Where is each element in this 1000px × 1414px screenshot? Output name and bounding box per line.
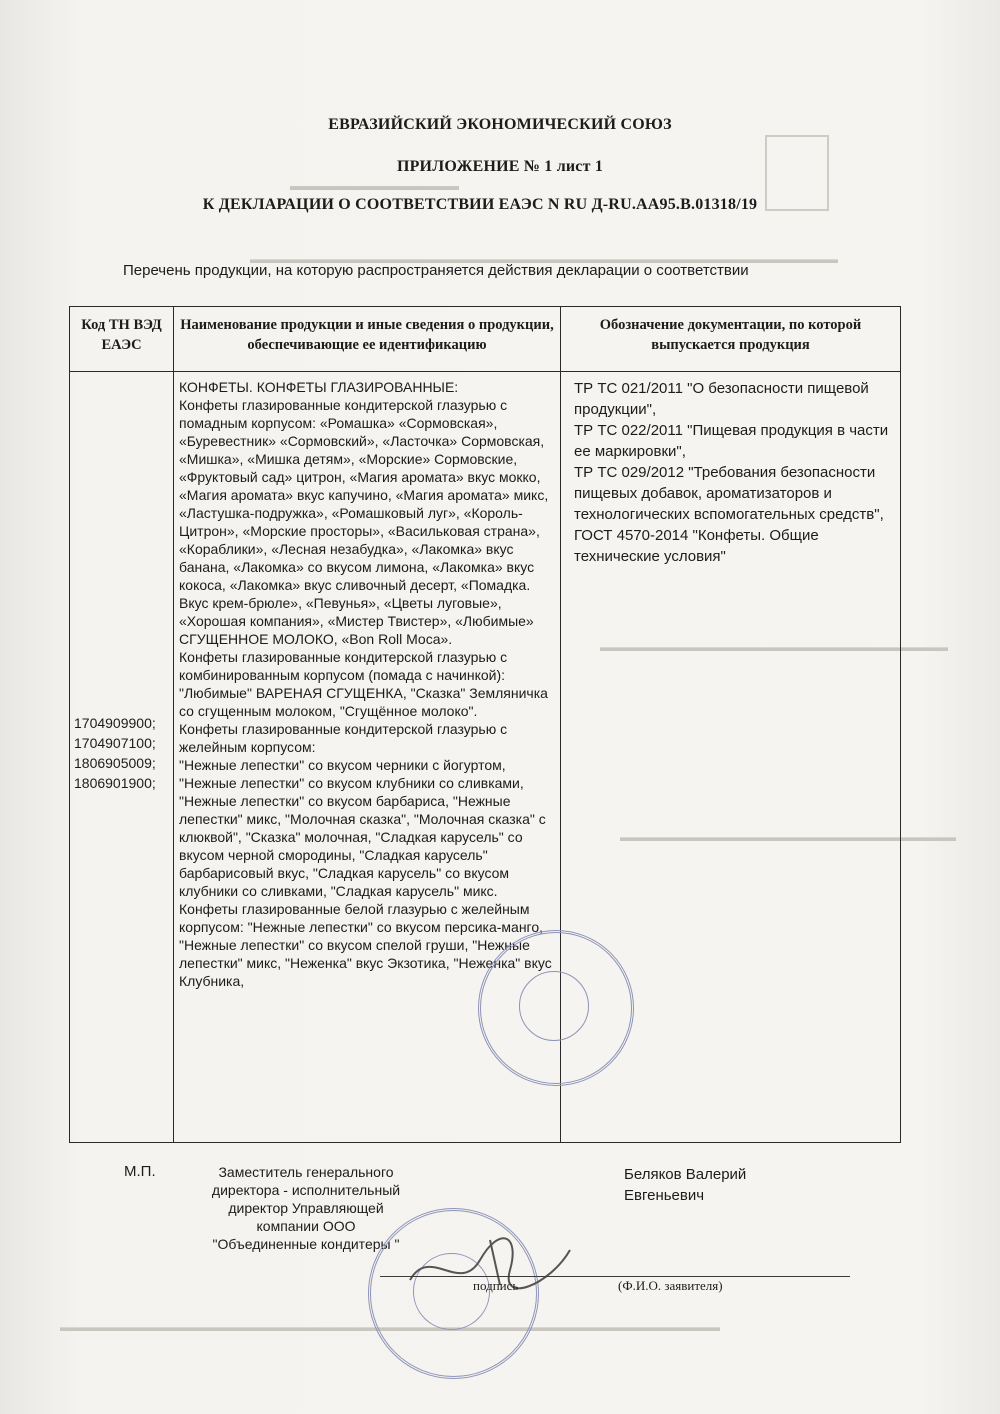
document-item: ТР ТС 022/2011 "Пищевая продукция в части ее маркировки", [574, 422, 889, 460]
document-item: ТР ТС 021/2011 "О безопасности пищевой продукции", [574, 380, 869, 418]
signature-caption: подпись [473, 1278, 519, 1293]
signer-position [196, 1163, 416, 1253]
union-title: ЕВРАЗИЙСКИЙ ЭКОНОМИЧЕСКИЙ СОЮЗ [328, 116, 672, 133]
header-code: Код ТН ВЭД ЕАЭС [70, 307, 174, 372]
description-paragraph: Конфеты глазированные белой глазурью с желейным корпусом: "Нежные лепестки" со вкусом персика-манго, "Нежные лепестки" со вкусом спелой груши, "Нежные лепестки" микс, "Неженка" вкус Экзотика, "Неженка" вкус Клубника, [179, 901, 552, 989]
document-item: ТР ТС 029/2012 "Требования безопасности пищевых добавок, ароматизаторов и технологических вспомогательных средств", [574, 464, 884, 523]
position-line: компании ООО [256, 1218, 356, 1234]
appendix-title: ПРИЛОЖЕНИЕ № 1 лист 1 [396, 158, 604, 175]
header-documents: Обозначение документации, по которой выпускается продукция [561, 307, 901, 372]
description-paragraph: Конфеты глазированные кондитерской глазурью с помадным корпусом: «Ромашка» «Сормовская», «Буревестник» «Сормовский», «Ласточка» Сормовская, «Мишка», «Мишка детям», «Морские» Сормовские, «Фруктовый сад» цитрон, «Магия аромата» вкус мокко, «Магия аромата» вкус капучино, «Магия аромата» микс, «Ластушка-подружка», «Ромашковый луг», «Король-Цитрон», «Морские просторы», «Васильковая страна», «Кораблики», «Лесная незабудка», «Лакомка» вкус банана, «Лакомка» со вкусом лимона, «Лакомка» вкус кокоса, «Лакомка» вкус сливочный десерт, «Помадка. Вкус крем-брюле», «Певунья», «Цветы луговые», «Хорошая компания», «Мистер Твистер», «Любимые» СГУЩЕННОЕ МОЛОКО, «Bon Roll Моса». [179, 397, 549, 647]
signature-line [380, 1276, 850, 1277]
bleed-through-text: ▬▬▬▬▬▬▬▬▬▬▬▬▬ [290, 178, 459, 193]
header-product: Наименование продукции и иные сведения о продукции, обеспечивающие ее идентификацию [174, 307, 561, 372]
name-caption: (Ф.И.О. заявителя) [618, 1278, 723, 1293]
table-header-row [70, 307, 901, 372]
code-item: 1806901900; [74, 775, 156, 791]
code-item: 1704907100; [74, 735, 156, 751]
declaration-title: К ДЕКЛАРАЦИИ О СООТВЕТСТВИИ ЕАЭС N RU Д-RU.АА95.В.01318/19 [202, 196, 758, 213]
intro-text: Перечень продукции, на которую распространяется действия декларации о соответствии [123, 262, 749, 279]
position-line: "Объединенные кондитеры " [212, 1236, 400, 1252]
position-line: директор Управляющей [228, 1200, 384, 1216]
position-line: директора - исполнительный [211, 1182, 401, 1198]
bleed-through-text: ▬▬▬▬▬▬▬▬▬▬▬▬▬▬▬▬▬▬▬▬▬▬▬▬▬▬▬▬ [620, 830, 956, 844]
description-paragraph: Конфеты глазированные кондитерской глазурью с желейным корпусом: [179, 721, 508, 755]
position-line: Заместитель генерального [218, 1164, 394, 1180]
bleed-through-text: ▬▬▬▬▬▬▬▬▬▬▬▬▬▬▬▬▬▬▬▬▬▬▬▬▬▬▬▬▬ [600, 640, 948, 654]
bleed-through-text: ▬▬▬▬▬▬▬▬▬▬▬▬▬▬▬▬▬▬▬▬▬▬▬▬▬▬▬▬▬▬▬▬▬▬▬▬▬▬▬▬▬▬▬▬▬▬▬▬▬ [250, 252, 838, 266]
code-item: 1806905009; [74, 755, 156, 771]
description-paragraph: "Нежные лепестки" со вкусом черники с йогуртом, "Нежные лепестки" со вкусом клубники со сливками, "Нежные лепестки" со вкусом барбариса, "Нежные лепестки" микс, "Молочная сказка", "Молочная сказка" с клюквой", "Сказка" молочная, "Сладкая карусель" со вкусом черной смородины, "Сладкая карусель" барбарисовый вкус, "Сладкая карусель" со вкусом клубники со сливками, "Сладкая карусель" микс. [179, 757, 546, 899]
document-item: ГОСТ 4570-2014 "Конфеты. Общие технические условия" [574, 527, 819, 565]
signer-name [624, 1164, 746, 1206]
codes-cell [70, 372, 174, 1143]
company-seal [478, 930, 634, 1086]
mp-label: М.П. [124, 1163, 156, 1180]
bleed-through-text: ▬▬▬▬▬▬▬▬▬▬▬▬▬▬▬▬▬▬▬▬▬▬▬▬▬▬▬▬▬▬▬▬▬▬▬▬▬▬▬▬▬▬▬▬▬▬▬▬▬▬▬▬▬▬▬ [60, 1320, 720, 1334]
signer-name-line: Евгеньевич [624, 1187, 705, 1204]
description-paragraph: Конфеты глазированные кондитерской глазурью с комбинированным корпусом (помада с начинкой): "Любимые" ВАРЕНАЯ СГУЩЕНКА, "Сказка" Земляничка со сгущенным молоком, "Сгущённое молоко". [179, 649, 548, 719]
code-item: 1704909900; [74, 715, 156, 731]
description-paragraph: КОНФЕТЫ. КОНФЕТЫ ГЛАЗИРОВАННЫЕ: [179, 379, 459, 395]
signer-name-line: Беляков Валерий [624, 1166, 747, 1183]
